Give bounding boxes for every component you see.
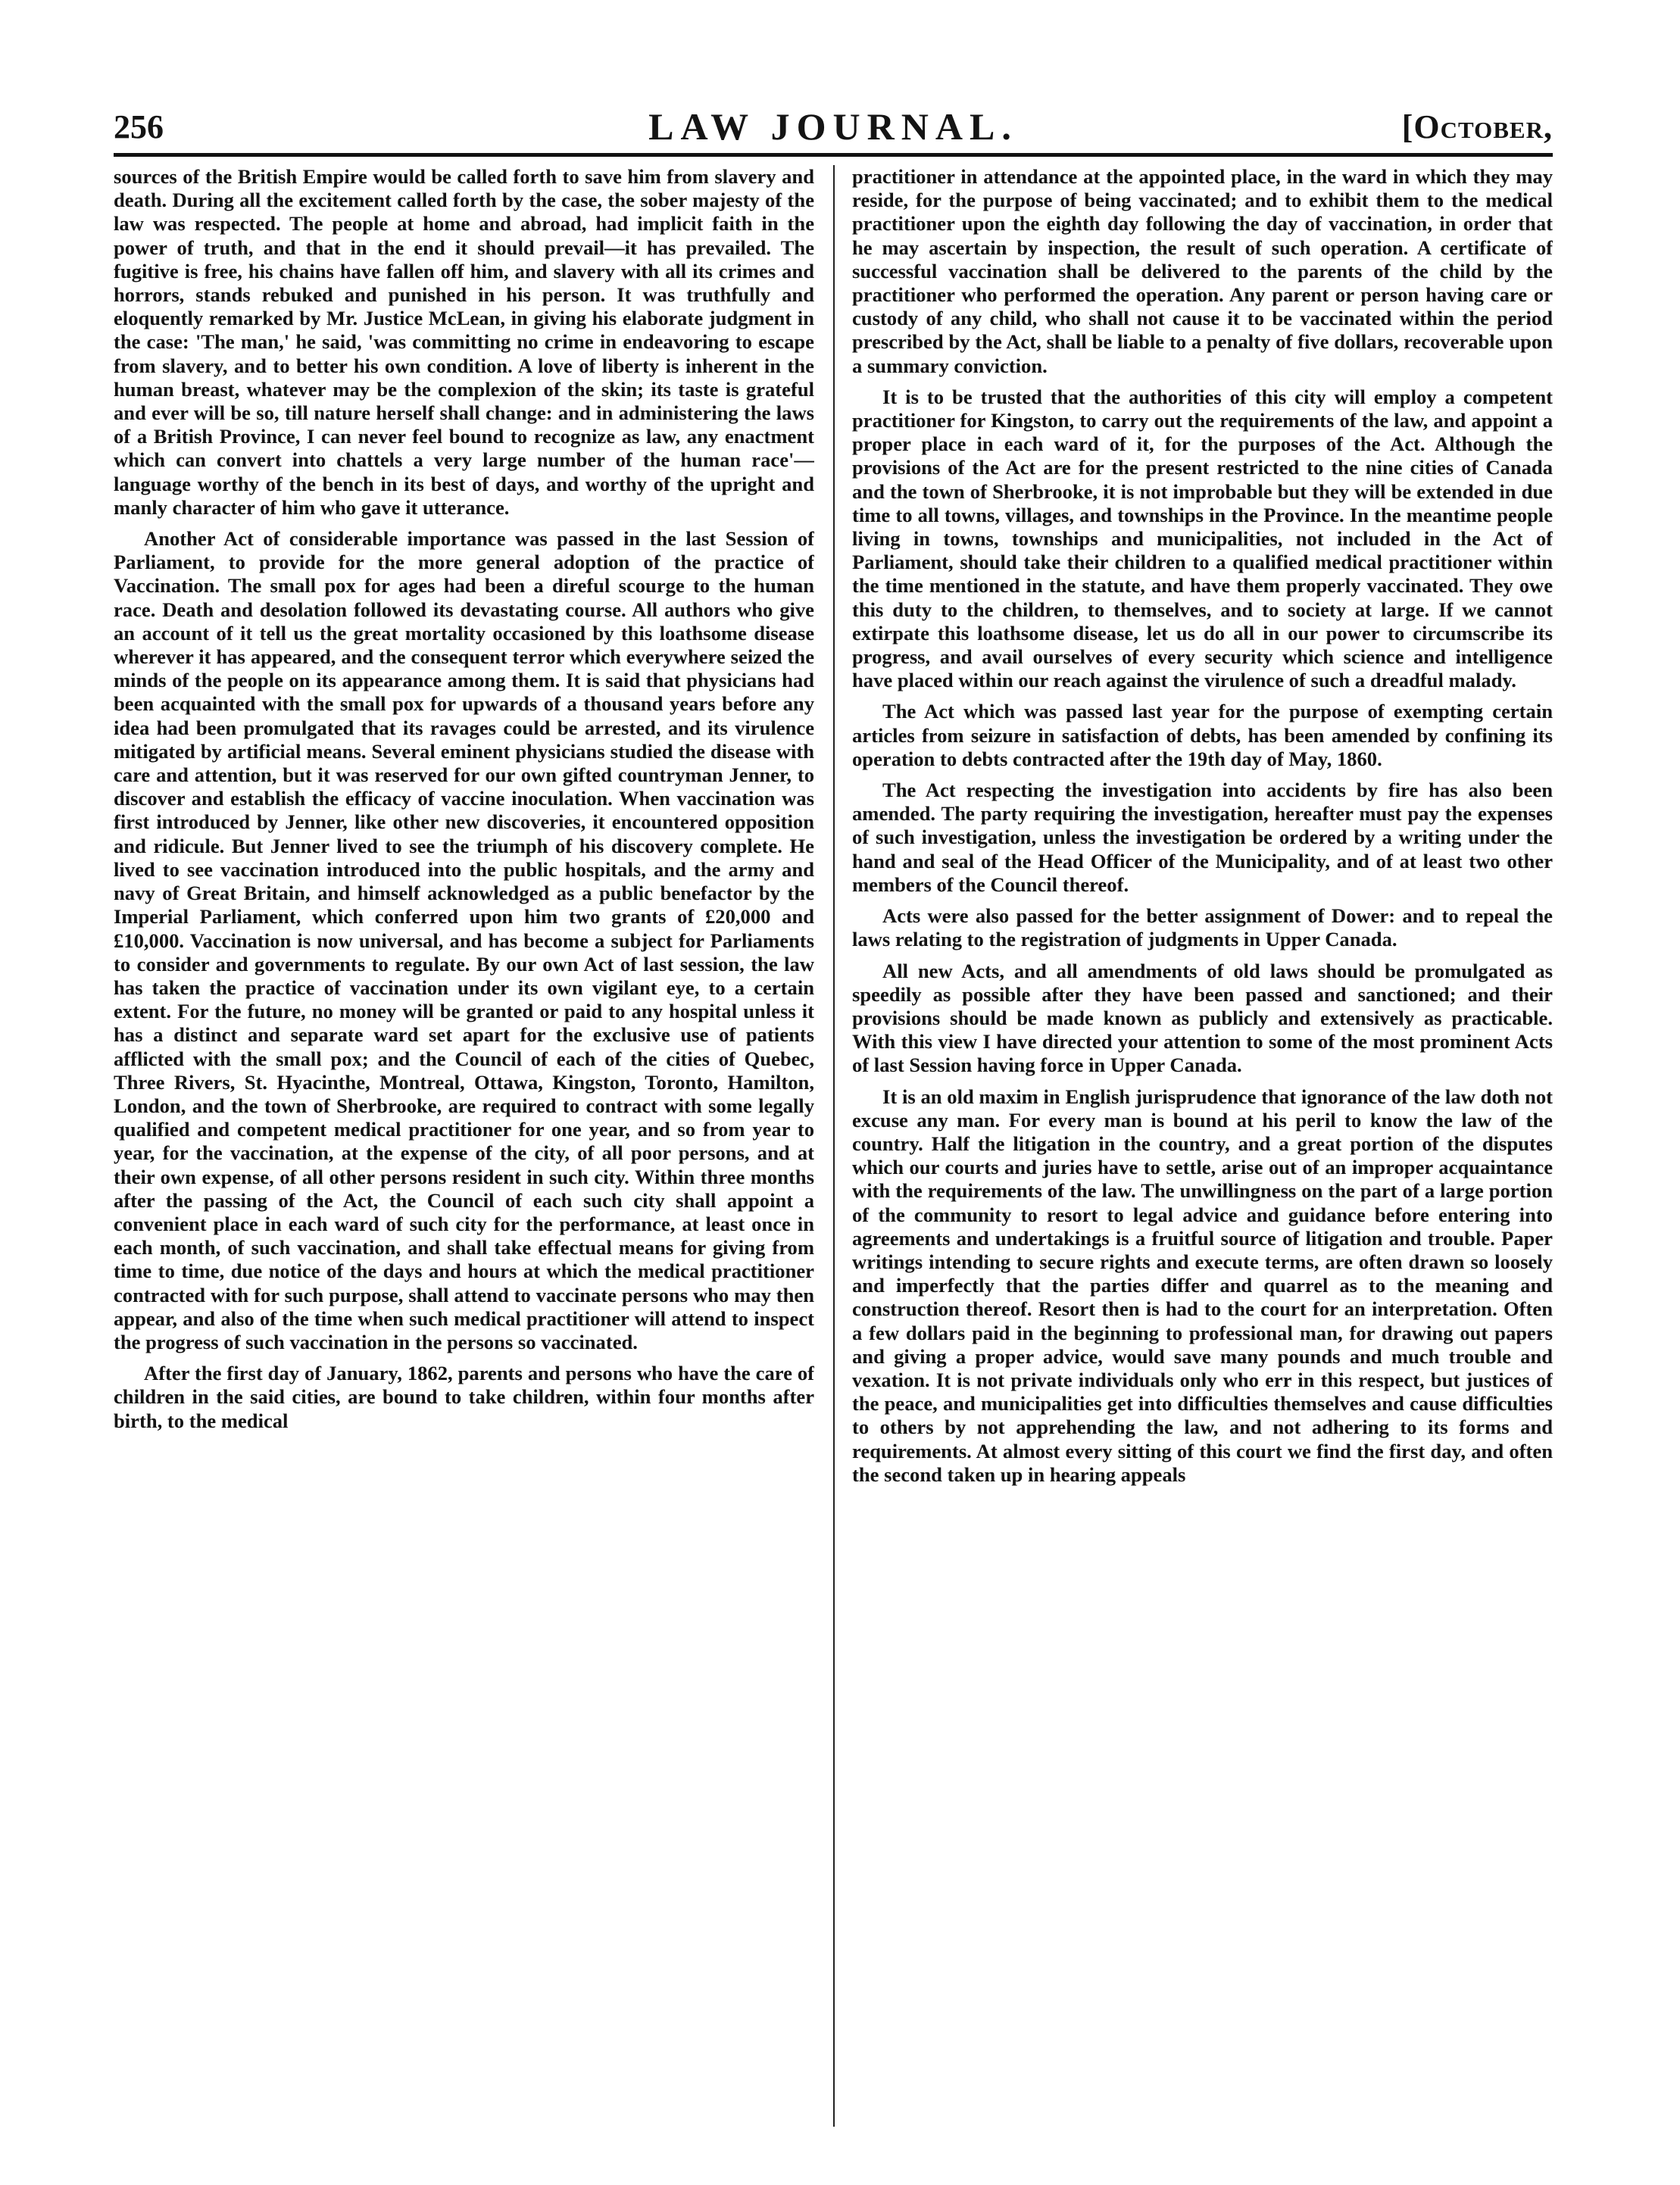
text-columns xyxy=(114,165,1553,2119)
paragraph: After the first day of January, 1862, parents and persons who have the care of children in the said cities, are bound to take children, within four months after birth, to the medical xyxy=(114,1362,814,1432)
header-month: [October, xyxy=(1401,108,1553,145)
journal-page xyxy=(114,98,1553,1486)
paragraph: It is an old maxim in English jurisprudence that ignorance of the law doth not excuse any man. For every man is bound at his peril to know the law of the country. Half the litigation in the country, and a great portion of the disputes which our courts and juries have to settle, arise out of an improper acquaintance with the requirements of the law. The unwillingness on the part of a large portion of the community to resort to legal advice and guidance before entering into agreements and undertakings is a fruitful source of litigation and trouble. Paper writings intending to secure rights and execute terms, are often drawn so loosely and imperfectly that the parties differ and quarrel as to the meaning and construction thereof. Resort then is had to the court for an interpretation. Often a few dollars paid in the beginning to professional man, for drawing out papers and giving a proper advice, would save many pounds and much trouble and vexation. It is not private individuals only who err in this respect, but justices of the peace, and municipalities get into difficulties themselves and cause difficulties to others by not apprehending the law, and not adhering to its forms and requirements. At almost every sitting of this court we find the first day, and often the second taken up in hearing appeals xyxy=(852,1085,1553,1486)
left-column xyxy=(114,165,814,2119)
right-column xyxy=(852,165,1553,2119)
paragraph: sources of the British Empire would be called forth to save him from slavery and death. During all the excitement called forth by the case, the sober majesty of the law was respected. The people at home and abroad, had implicit faith in the power of truth, and that in the end it should prevail—it has prevailed. The fugitive is free, his chains have fallen off him, and slavery with all its crimes and horrors, stands rebuked and punished in his person. It was truthfully and eloquently remarked by Mr. Justice McLean, in giving his elaborate judgment in the case: 'The man,' he said, 'was committing no crime in endeavoring to escape from slavery, and to better his own condition. A love of liberty is inherent in the human breast, whatever may be the complexion of the skin; its taste is grateful and ever will be so, till nature herself shall change: and in administering the laws of a British Province, I can never feel bound to recognize as law, any enactment which can convert into chattels a very large number of the human race'—language worthy of the bench in its best of days, and worthy of the upright and manly character of him who gave it utterance. xyxy=(114,165,814,519)
column-divider xyxy=(833,165,835,2127)
paragraph: The Act which was passed last year for the purpose of exempting certain articles from seizure in satisfaction of debts, has been amended by confining its operation to debts contracted after the 19th day of May, 1860. xyxy=(852,700,1553,770)
header-rule xyxy=(114,153,1553,157)
paragraph: All new Acts, and all amendments of old laws should be promulgated as speedily as possible after they have been passed and sanctioned; and their provisions should be made known as publicly and extensively as practicable. With this view I have directed your attention to some of the most prominent Acts of last Session having force in Upper Canada. xyxy=(852,959,1553,1077)
page-number: 256 xyxy=(114,108,164,145)
paragraph: practitioner in attendance at the appointed place, in the ward in which they may reside, for the purpose of being vaccinated; and to exhibit them to the medical practitioner upon the eighth day following the day of vaccination, in order that he may ascertain by inspection, the result of such operation. A certificate of successful vaccination shall be delivered to the parents of the child by the practitioner who performed the operation. Any parent or person having care or custody of any child, who shall not cause it to be vaccinated within the period prescribed by the Act, shall be liable to a penalty of five dollars, recoverable upon a summary conviction. xyxy=(852,165,1553,377)
running-header xyxy=(114,98,1553,159)
paragraph: Another Act of considerable importance was passed in the last Session of Parliament, to provide for the more general adoption of the practice of Vaccination. The small pox for ages had been a direful scourge to the human race. Death and desolation followed its devastating course. All authors who give an account of it tell us the great mortality occasioned by this loathsome disease wherever it has appeared, and the consequent terror which everywhere seized the minds of the people on its appearance among them. It is said that physicians had been acquainted with the small pox for upwards of a thousand years before any idea had been promulgated that its ravages could be arrested, and its virulence mitigated by artificial means. Several eminent physicians studied the disease with care and attention, but it was reserved for our own gifted countryman Jenner, to discover and establish the efficacy of vaccine inoculation. When vaccination was first introduced by Jenner, like other new discoveries, it encountered opposition and ridicule. But Jenner lived to see the triumph of his discovery complete. He lived to see vaccination introduced into the public hospitals, and the army and navy of Great Britain, and himself acknowledged as a public benefactor by the Imperial Parliament, which conferred upon him two grants of £20,000 and £10,000. Vaccination is now universal, and has become a subject for Parliaments to consider and governments to regulate. By our own Act of last session, the law has taken the practice of vaccination under its own vigilant eye, to a certain extent. For the future, no money will be granted or paid to any hospital unless it has a distinct and separate ward set apart for the exclusive use of patients afflicted with the small pox; and the Council of each of the cities of Quebec, Three Rivers, St. Hyacinthe, Montreal, Ottawa, Kingston, Toronto, Hamilton, London, and the town of Sherbrooke, are required to contract with some legally qualified and competent medical practitioner for one year, and so from year to year, for the vaccination, at the expense of the city, of all poor persons, and at their own expense, of all other persons resident in such city. Within three months after the passing of the Act, the Council of each such city shall appoint a convenient place in each ward of such city for the performance, at least once in each month, of such vaccination, and shall take effectual means for giving from time to time, due notice of the days and hours at which the medical practitioner contracted with for such purpose, shall attend to vaccinate persons who may then appear, and also of the time when such medical practitioner will attend to inspect the progress of such vaccination in the persons so vaccinated. xyxy=(114,527,814,1353)
paragraph: It is to be trusted that the authorities of this city will employ a competent practitioner for Kingston, to carry out the requirements of the law, and appoint a proper place in each ward of it, for the purposes of the Act. Although the provisions of the Act are for the present restricted to the nine cities of Canada and the town of Sherbrooke, it is not improbable but they will be extended in due time to all towns, villages, and townships in the Province. In the meantime people living in towns, townships and municipalities, not included in the Act of Parliament, should take their children to a qualified medical practitioner within the time mentioned in the statute, and have them properly vaccinated. They owe this duty to the children, to themselves, and to society at large. If we cannot extirpate this loathsome disease, let us do all in our power to circumscribe its progress, and avail ourselves of every security which science and intelligence have placed within our reach against the virulence of such a dreadful malady. xyxy=(852,385,1553,692)
paragraph: The Act respecting the investigation into accidents by fire has also been amended. The party requiring the investigation, hereafter must pay the expenses of such investigation, unless the investigation be ordered by a writing under the hand and seal of the Head Officer of the Municipality, and of at least two other members of the Council thereof. xyxy=(852,779,1553,896)
paragraph: Acts were also passed for the better assignment of Dower: and to repeal the laws relating to the registration of judgments in Upper Canada. xyxy=(852,904,1553,951)
journal-title: LAW JOURNAL. xyxy=(648,105,1018,148)
